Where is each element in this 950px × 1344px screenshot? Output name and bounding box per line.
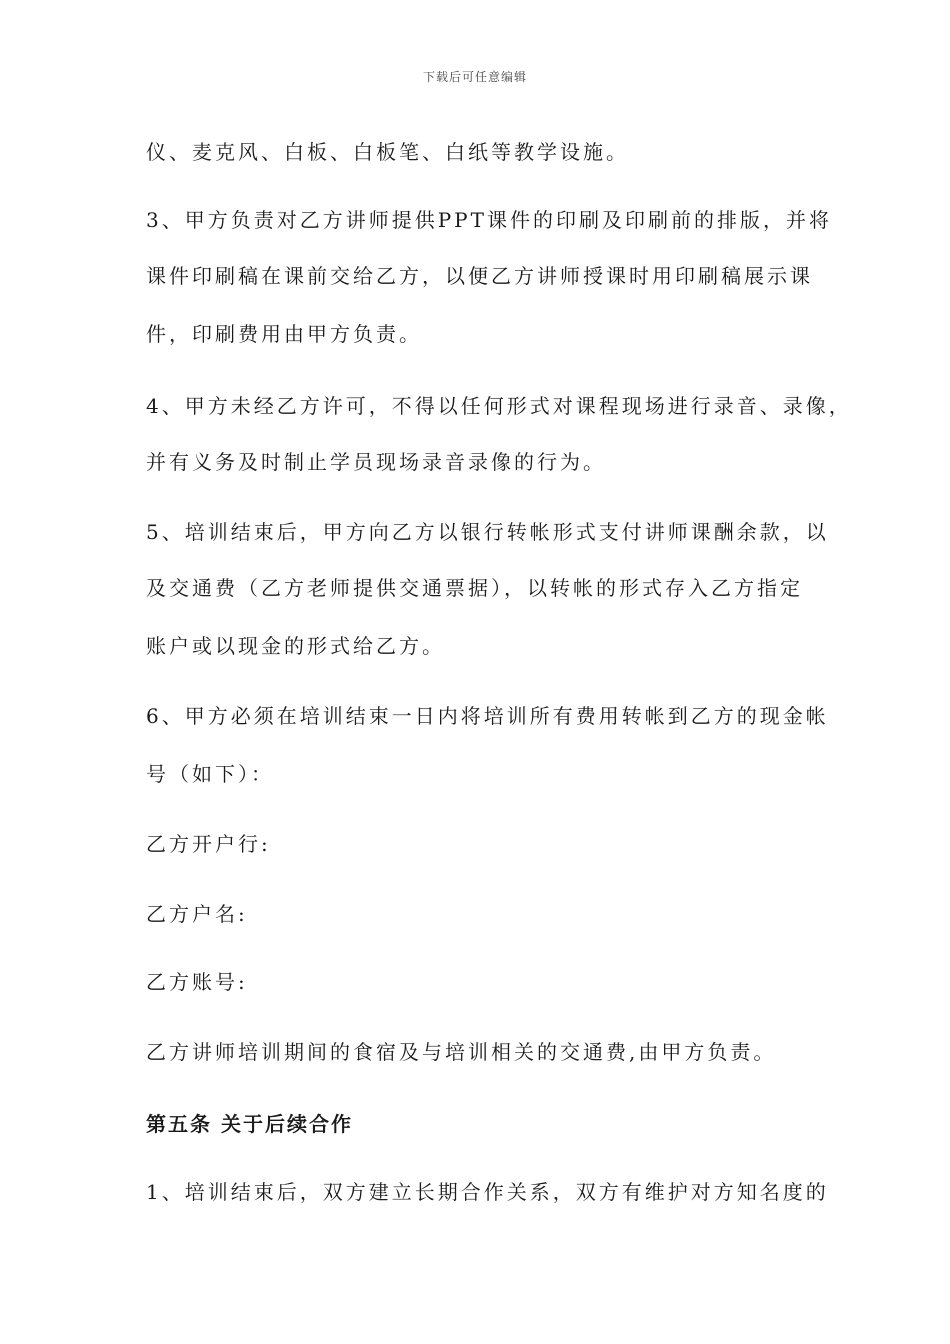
paragraph-line: 件，印刷费用由甲方负责。 — [146, 322, 422, 346]
paragraph-line: 账户或以现金的形式给乙方。 — [146, 634, 445, 658]
paragraph-line: 5、培训结束后，甲方向乙方以银行转帐形式支付讲师课酬余款，以 — [146, 520, 829, 544]
paragraph-line: 4、甲方未经乙方许可，不得以任何形式对课程现场进行录音、录像， — [146, 394, 852, 418]
paragraph-line: 乙方账号: — [146, 970, 248, 994]
paragraph-line: 乙方户名: — [146, 902, 248, 926]
paragraph-line: 并有义务及时制止学员现场录音录像的行为。 — [146, 450, 606, 474]
paragraph-line: 1、培训结束后，双方建立长期合作关系，双方有维护对方知名度的 — [146, 1180, 829, 1204]
paragraph-line: 3、甲方负责对乙方讲师提供PPT课件的印刷及印刷前的排版，并将 — [146, 208, 832, 232]
section-heading: 第五条 关于后续合作 — [146, 1112, 353, 1136]
paragraph-line: 乙方讲师培训期间的食宿及与培训相关的交通费,由甲方负责。 — [146, 1040, 777, 1064]
paragraph-line: 课件印刷稿在课前交给乙方，以便乙方讲师授课时用印刷稿展示课 — [146, 264, 813, 288]
paragraph-line: 6、甲方必须在培训结束一日内将培训所有费用转帐到乙方的现金帐 — [146, 704, 829, 728]
paragraph-line: 仪、麦克风、白板、白板笔、白纸等教学设施。 — [146, 140, 629, 164]
paragraph-line: 号（如下）： — [146, 762, 274, 786]
header-note: 下载后可任意编辑 — [422, 70, 527, 84]
paragraph-line: 及交通费（乙方老师提供交通票据），以转帐的形式存入乙方指定 — [146, 576, 803, 600]
paragraph-line: 乙方开户行: — [146, 832, 271, 856]
